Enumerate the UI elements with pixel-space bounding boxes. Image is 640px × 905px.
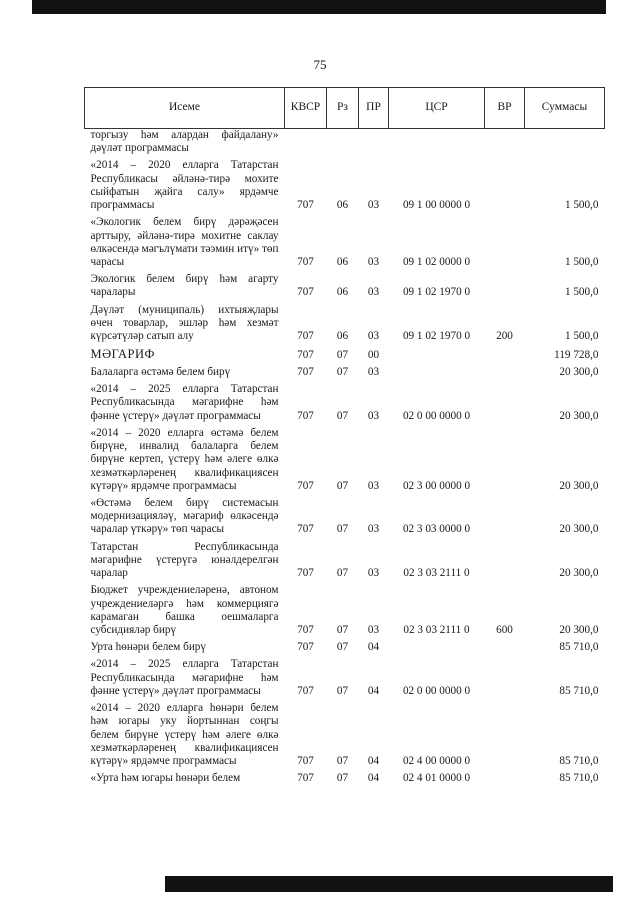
cell-kvsr: 707 (297, 567, 314, 580)
cell-name: Бюджет учреждениеләренә, автоном учреждениеләргә һәм коммерциягә карамаган башка оешмаларга субсидияләр бирү (90, 584, 279, 636)
cell-rz: 07 (336, 772, 349, 785)
cell-vr (485, 639, 525, 656)
cell-kvsr: 707 (297, 348, 314, 361)
cell-rz: 07 (336, 623, 349, 636)
cell-kvsr (285, 129, 327, 158)
column-header-sum: Суммасы (525, 88, 605, 129)
cell-rz: 06 (336, 286, 349, 299)
cell-kvsr: 707 (297, 409, 314, 422)
cell-rz: 06 (336, 330, 349, 343)
cell-csr: 02 3 03 2111 0 (403, 567, 470, 580)
cell-kvsr: 707 (297, 523, 314, 536)
cell-csr: 02 4 00 0000 0 (402, 754, 471, 767)
cell-vr (485, 271, 525, 301)
table-row (85, 302, 605, 346)
cell-kvsr: 707 (297, 366, 314, 379)
cell-sum: 20 300,0 (559, 523, 599, 536)
table-row-section (85, 345, 605, 364)
cell-vr: 600 (496, 623, 513, 636)
table-row (85, 129, 605, 158)
cell-name: МӘГАРИФ (90, 347, 155, 362)
cell-pr: 04 (367, 754, 380, 767)
cell-name: Балаларга өстәмә белем бирү (90, 366, 231, 379)
cell-kvsr: 707 (297, 479, 314, 492)
cell-vr (485, 425, 525, 495)
cell-name: «2014 – 2020 елларга һөнәри белем һәм югары уку йортыннан соңгы белем бирүне үстерү һәм әлеге өлкә хезмәткәрләренең квалификациясен күтәрү» ярдәмче программасы (90, 702, 279, 767)
cell-pr: 04 (367, 641, 380, 654)
cell-name: Татарстан Республикасында мәгарифне үстерүгә юнәлдерелгән чаралар (90, 540, 279, 580)
cell-sum: 85 710,0 (559, 772, 599, 785)
cell-pr: 04 (367, 684, 380, 697)
cell-pr: 03 (367, 523, 380, 536)
cell-vr (485, 345, 525, 364)
scan-border-bottom (165, 876, 613, 892)
cell-vr (485, 214, 525, 271)
cell-csr: 09 1 02 1970 0 (402, 330, 471, 343)
cell-name: Экологик белем бирү һәм агарту чаралары (90, 273, 279, 299)
cell-name: торгызу һәм алардан файдалану» дәүләт программасы (90, 129, 279, 155)
table-row (85, 700, 605, 770)
table-body (85, 129, 605, 788)
cell-rz: 06 (336, 255, 349, 268)
cell-rz: 07 (336, 567, 349, 580)
cell-kvsr: 707 (297, 623, 314, 636)
column-header-rz: Рз (327, 88, 359, 129)
cell-csr: 02 0 00 0000 0 (402, 409, 471, 422)
table-row (85, 495, 605, 539)
cell-name: «Экологик белем бирү дәрәҗәсен арттыру, әйләнә-тирә мохитне саклау өлкәсендә мәгълүмати тәэмин итү» төп чарасы (90, 216, 279, 268)
cell-vr (485, 364, 525, 381)
cell-vr (485, 539, 525, 583)
cell-sum (525, 129, 605, 158)
table-row (85, 157, 605, 214)
table-row (85, 582, 605, 639)
cell-kvsr: 707 (297, 772, 314, 785)
cell-kvsr: 707 (297, 286, 314, 299)
cell-sum: 20 300,0 (559, 366, 599, 379)
table-header-row (85, 88, 605, 129)
cell-vr (485, 770, 525, 787)
cell-sum: 1 500,0 (564, 330, 599, 343)
cell-sum: 20 300,0 (559, 409, 599, 422)
cell-csr (389, 364, 485, 381)
cell-name: «Өстәмә белем бирү системасын модернизацияләү, мәгариф өлкәсендә чаралар үткәрү» төп чарасы (90, 497, 279, 536)
cell-pr: 03 (367, 409, 380, 422)
cell-sum: 85 710,0 (559, 641, 599, 654)
cell-sum: 1 500,0 (564, 286, 599, 299)
cell-pr: 03 (367, 366, 380, 379)
cell-csr: 02 3 00 0000 0 (402, 479, 471, 492)
cell-sum: 20 300,0 (559, 623, 599, 636)
cell-csr: 09 1 02 1970 0 (402, 286, 471, 299)
cell-pr: 03 (367, 330, 380, 343)
cell-name: «2014 – 2025 елларга Татарстан Республикасында мәгарифне һәм фәнне үстерү» дәүләт программасы (90, 383, 279, 422)
cell-csr (389, 129, 485, 158)
cell-sum: 85 710,0 (559, 754, 599, 767)
cell-csr (389, 639, 485, 656)
cell-sum: 1 500,0 (564, 199, 599, 212)
cell-pr: 04 (367, 772, 380, 785)
cell-sum: 85 710,0 (559, 684, 599, 697)
cell-csr: 09 1 00 0000 0 (402, 199, 471, 212)
cell-kvsr: 707 (297, 754, 314, 767)
cell-name: «Урта һәм югары һөнәри белем (90, 772, 241, 785)
column-header-csr: ЦСР (389, 88, 485, 129)
cell-rz: 06 (336, 199, 349, 212)
table-row (85, 214, 605, 271)
cell-name: «2014 – 2020 елларга Татарстан Республикасы әйләнә-тирә мохите сыйфатын җайга салу» ярдәмче программасы (90, 159, 279, 212)
cell-vr (485, 381, 525, 425)
cell-kvsr: 707 (297, 641, 314, 654)
cell-sum: 119 728,0 (554, 348, 599, 361)
table-row (85, 381, 605, 425)
table-row (85, 364, 605, 381)
cell-vr (485, 495, 525, 539)
cell-pr: 03 (367, 623, 380, 636)
cell-csr: 02 4 01 0000 0 (402, 772, 471, 785)
table-row (85, 770, 605, 787)
cell-csr: 02 0 00 0000 0 (402, 684, 471, 697)
cell-name: Урта һөнәри белем бирү (90, 641, 206, 654)
cell-pr: 03 (367, 286, 380, 299)
cell-rz: 07 (336, 348, 349, 361)
cell-rz: 07 (336, 684, 349, 697)
cell-csr: 02 3 03 2111 0 (403, 623, 470, 636)
table-row (85, 425, 605, 495)
cell-sum: 20 300,0 (559, 479, 599, 492)
cell-pr: 03 (367, 567, 380, 580)
cell-kvsr: 707 (297, 199, 314, 212)
cell-vr (485, 157, 525, 214)
cell-pr (359, 129, 389, 158)
table-row (85, 639, 605, 656)
cell-kvsr: 707 (297, 255, 314, 268)
column-header-name: Исеме (85, 88, 285, 129)
cell-rz: 07 (336, 754, 349, 767)
cell-vr (485, 129, 525, 158)
cell-vr (485, 656, 525, 700)
cell-rz: 07 (336, 366, 349, 379)
cell-csr (389, 345, 485, 364)
cell-pr: 03 (367, 199, 380, 212)
cell-rz: 07 (336, 523, 349, 536)
page-number: 75 (313, 57, 327, 72)
budget-table (84, 87, 605, 787)
cell-pr: 03 (367, 255, 380, 268)
table-row (85, 656, 605, 700)
cell-vr (485, 700, 525, 770)
column-header-pr: ПР (359, 88, 389, 129)
cell-pr: 00 (367, 348, 380, 361)
cell-rz (327, 129, 359, 158)
column-header-vr: ВР (485, 88, 525, 129)
cell-vr: 200 (496, 330, 513, 343)
table-row (85, 539, 605, 583)
cell-sum: 20 300,0 (559, 567, 599, 580)
cell-rz: 07 (336, 479, 349, 492)
cell-kvsr: 707 (297, 684, 314, 697)
cell-csr: 09 1 02 0000 0 (402, 255, 471, 268)
cell-name: «2014 – 2020 елларга өстәмә белем бирүне, инвалид балаларга белем бирүне кертеп, үстерү һәм әлеге өлкә хезмәткәрләренең квалификациясен күтәрү» ярдәмче программасы (90, 426, 279, 492)
cell-name: Дәүләт (муниципаль) ихтыяҗлары өчен товарлар, эшләр һәм хезмәт күрсәтүләр сатып алу (90, 303, 279, 343)
cell-rz: 07 (336, 409, 349, 422)
table-row (85, 271, 605, 301)
scan-border-top (32, 0, 606, 14)
cell-name: «2014 – 2025 елларга Татарстан Республикасында мәгарифне һәм фәнне үстерү» дәүләт программасы (90, 658, 279, 697)
cell-pr: 03 (367, 479, 380, 492)
cell-rz: 07 (336, 641, 349, 654)
cell-sum: 1 500,0 (564, 255, 599, 268)
column-header-kvsr: КВСР (285, 88, 327, 129)
cell-kvsr: 707 (297, 330, 314, 343)
cell-csr: 02 3 03 0000 0 (402, 523, 471, 536)
